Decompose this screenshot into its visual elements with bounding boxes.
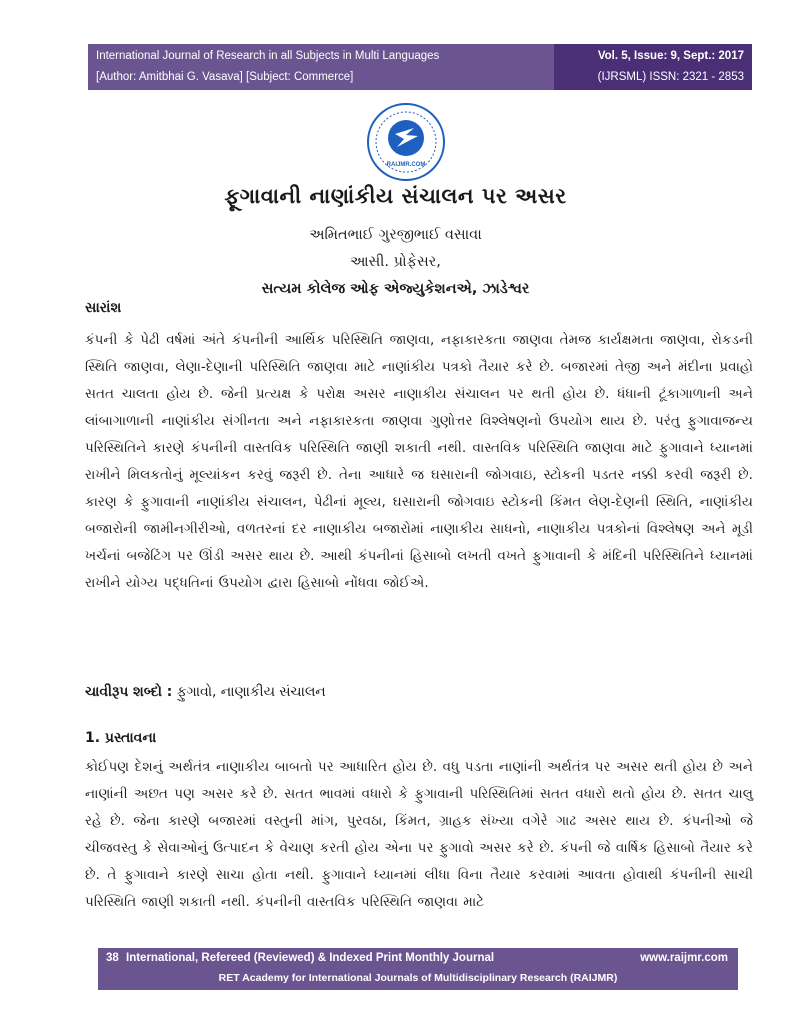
logo-text: RAIJMR.COM bbox=[386, 162, 426, 168]
author-name: અમિતભાઈ ગુરજીભાઈ વસાવા bbox=[309, 227, 482, 243]
page-number: 38 bbox=[106, 952, 119, 964]
raijmr-logo bbox=[366, 102, 446, 182]
header-right-block bbox=[554, 44, 752, 90]
journal-footer bbox=[98, 948, 738, 990]
issn-line: (IJRSML) ISSN: 2321 - 2853 bbox=[597, 71, 744, 83]
author-designation: આસી. પ્રોફેસર, bbox=[350, 254, 441, 270]
abstract-heading: સારાંશ bbox=[85, 300, 122, 316]
abstract-text: કંપની કે પેઢી વર્ષમાં અંતે કંપનીની આર્થિક પરિસ્થિતિ જાણવા, નફાકારકતા જાણવા તેમજ કાર્યક્ષમતા જાણવા, રોકડની સ્થિતિ જાણવા, લેણા-દેણાની પરિસ્થિતિ જાણવા માટે નાણાંકીય પત્રકો તૈયાર કરે છે. બજારમાં તેજી અને મંદીના પ્રવાહો સતત ચાલતા હોય છે. જેની પ્રત્યક્ષ કે પરોક્ષ અસર નાણાકીય સંચાલન પર થતી હોય છે. ધંધાની ટૂંકાગાળાની અને લાંબાગાળાની નાણાંકીય સંગીનતા અને નફાકારકતા જાણવા ગુણોત્તર વિશ્લેષણનો ઉપયોગ થાય છે. પરંતુ ફુગાવાજન્ય પરિસ્થિતિને કારણે કંપનીની વાસ્તવિક પરિસ્થિતિ જાણી શકાતી નથી. વાસ્તવિક પરિસ્થિતિ જાણવા માટે ફુગાવાને ધ્યાનમાં રાખીને મિલકતોનું મૂલ્યાંકન કરવું જરૂરી છે. તેના આધારે જ ઘસારાની જોગવાઇ, સ્ટોકની પડતર નક્કી કરવી જરૂરી છે. કારણ કે ફુગાવાની નાણાંકીય સંચાલન, પેઢીનાં મૂલ્ય, ઘસારાની જોગવાઇ સ્ટોકની કિંમત લેણ-દેણની સ્થિતિ, નાણાંકીય બજારોની જામીનગીરીઓ, વળતરનાં દર નાણાકીય બજારોમાં નાણાકીય સાધનો, નાણાકીય પત્રકોનાં વિશ્લેષણ અને મૂડી ખર્ચનાં બજેટિંગ પર ઊંડી અસર થાય છે. આથી કંપનીનાં હિસાબો લખતી વખતે ફુગાવાની કે મંદિની પરિસ્થિતિને ધ્યાનમાં રાખીને યોગ્ય પદ્ધતિનાં ઉપયોગ દ્વારા હિસાબો નોંધવા જોઈએ. bbox=[85, 332, 753, 591]
paper-title: ફૂગાવાની નાણાંકીય સંચાલન પર અસર bbox=[224, 184, 567, 208]
header-left-block bbox=[88, 44, 554, 90]
keywords-label: ચાવીરૂપ શબ્દો : bbox=[85, 684, 173, 700]
intro-text: કોઈપણ દેશનું અર્થતંત્ર નાણાકીય બાબતો પર આધારિત હોય છે. વધુ પડતા નાણાંની અર્થતંત્ર પર અસર થતી હોય છે અને નાણાંની અછત પણ અસર કરે છે. સતત ભાવમાં વધારો કે ફુગાવાની પરિસ્થિતિમાં સતત વધારો થતો હોય છે. સતત ચાલુ રહે છે. જેના કારણે બજારમાં વસ્તુની માંગ, પુરવઠા, કિંમત, ગ્રાહક સંખ્યા વગેરે ગાઢ અસર થાય છે. કંપનીઓ જે ચીજવસ્તુ કે સેવાઓનું ઉત્પાદન કે વેચાણ કરતી હોય એના પર ફુગાવો અસર કરે છે. કંપની જે વાર્ષિક હિસાબો તૈયાર કરે છે. તે ફુગાવાને કારણે સાચા હોતા નથી. ફુગાવાને ધ્યાનમાં લીધા વિના તૈયાર કરવામાં આવતા હોવાથી કંપનીની સાચી પરિસ્થિતિ જાણી શકાતી નથી. કંપનીની વાસ્તવિક પરિસ્થિતિ જાણવા માટે bbox=[85, 759, 753, 910]
keywords-value: ફુગાવો, નાણાકીય સંચાલન bbox=[176, 684, 326, 700]
intro-heading: 1. પ્રસ્તાવના bbox=[85, 730, 157, 746]
footer-journal-text: International, Refereed (Reviewed) & Indexed Print Monthly Journal bbox=[126, 952, 495, 964]
journal-name: International Journal of Research in all Subjects in Multi Languages bbox=[96, 50, 440, 62]
keywords bbox=[85, 684, 326, 700]
author-affiliation: સત્યમ કોલેજ ઓફ એજ્યુકેશનએ, ઝાડેશ્વર bbox=[261, 281, 530, 297]
journal-header bbox=[88, 44, 752, 90]
footer-publisher: RET Academy for International Journals of Multidisciplinary Research (RAIJMR) bbox=[218, 972, 618, 984]
volume-issue: Vol. 5, Issue: 9, Sept.: 2017 bbox=[597, 50, 744, 62]
footer-website-link[interactable]: www.raijmr.com bbox=[640, 952, 728, 964]
author-subject-line: [Author: Amitbhai G. Vasava] [Subject: Commerce] bbox=[96, 71, 354, 83]
footer-journal-line bbox=[106, 952, 494, 964]
